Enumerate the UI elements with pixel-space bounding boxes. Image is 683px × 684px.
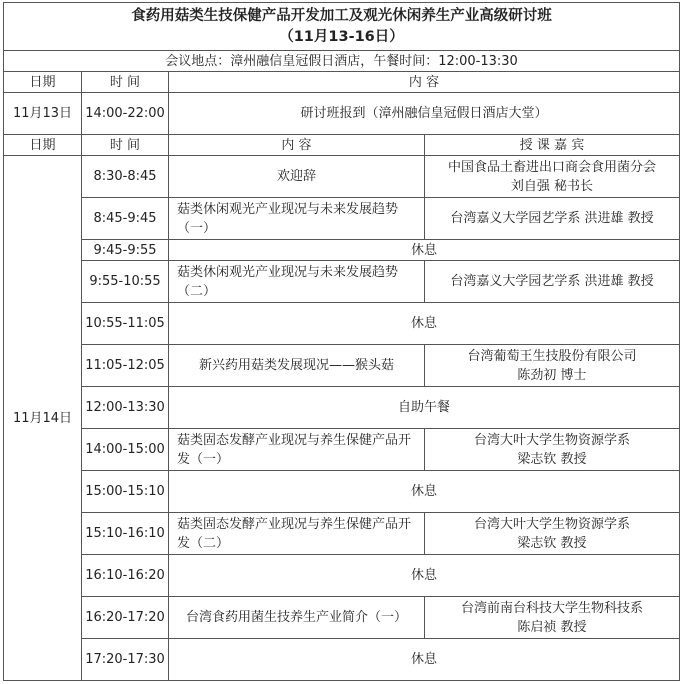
header-content: 内 容 xyxy=(169,135,425,156)
session-content: 菇类固态发酵产业现况与养生保健产品开发（一） xyxy=(169,429,425,471)
session-time: 10:55-11:05 xyxy=(82,303,169,345)
header-date: 日期 xyxy=(4,135,82,156)
session-row xyxy=(4,156,680,198)
header-time: 时 间 xyxy=(82,135,169,156)
session-speaker xyxy=(425,429,680,471)
break-row xyxy=(4,303,680,345)
session-content: 新兴药用菇类发展现况——猴头菇 xyxy=(169,345,425,387)
session-speaker xyxy=(425,513,680,555)
speaker-line2: 梁志钦 教授 xyxy=(517,535,587,551)
session-row xyxy=(4,345,680,387)
day1-row xyxy=(4,93,680,135)
speaker-line2: 梁志钦 教授 xyxy=(517,451,587,467)
session-content: 休息 xyxy=(169,639,680,681)
session-content: 菇类固态发酵产业现况与养生保健产品开发（二） xyxy=(169,513,425,555)
speaker-line2: 陈劲初 博士 xyxy=(517,367,587,383)
session-time: 9:55-10:55 xyxy=(82,261,169,303)
speaker-line2: 刘自强 秘书长 xyxy=(510,178,594,194)
session-row xyxy=(4,429,680,471)
session-speaker xyxy=(425,198,680,240)
break-row xyxy=(4,471,680,513)
session-time: 8:45-9:45 xyxy=(82,198,169,240)
meeting-info: 会议地点：漳州融信皇冠假日酒店，午餐时间：12:00-13:30 xyxy=(4,51,680,72)
session-row xyxy=(4,513,680,555)
break-row xyxy=(4,555,680,597)
page-title xyxy=(4,3,680,51)
day2-date: 11月14日 xyxy=(4,156,82,681)
session-content: 菇类休闲观光产业现况与未来发展趋势（一） xyxy=(169,198,425,240)
schedule-table xyxy=(3,2,680,681)
break-row xyxy=(4,240,680,261)
day1-time: 14:00-22:00 xyxy=(82,93,169,135)
speaker-line1: 中国食品土畜进出口商会食用菌分会 xyxy=(447,159,656,175)
session-time: 14:00-15:00 xyxy=(82,429,169,471)
session-time: 17:20-17:30 xyxy=(82,639,169,681)
session-time: 16:10-16:20 xyxy=(82,555,169,597)
session-row xyxy=(4,597,680,639)
break-row xyxy=(4,639,680,681)
lunch-row xyxy=(4,387,680,429)
session-time: 12:00-13:30 xyxy=(82,387,169,429)
session-content: 休息 xyxy=(169,471,680,513)
speaker-line1: 台湾葡萄王生技股份有限公司 xyxy=(467,348,637,364)
session-row xyxy=(4,198,680,240)
meeting-info-row xyxy=(4,51,680,72)
speaker-line1: 台湾大叶大学生物资源学系 xyxy=(473,432,630,448)
session-time: 9:45-9:55 xyxy=(82,240,169,261)
session-content: 休息 xyxy=(169,303,680,345)
session-speaker xyxy=(425,261,680,303)
session-content: 休息 xyxy=(169,555,680,597)
session-time: 11:05-12:05 xyxy=(82,345,169,387)
session-row xyxy=(4,261,680,303)
header-row-day2 xyxy=(4,135,680,156)
session-speaker xyxy=(425,345,680,387)
speaker-line1: 台湾前南台科技大学生物科技系 xyxy=(460,600,643,616)
session-time: 8:30-8:45 xyxy=(82,156,169,198)
header-speaker: 授 课 嘉 宾 xyxy=(425,135,680,156)
session-time: 15:10-16:10 xyxy=(82,513,169,555)
title-row xyxy=(4,3,680,51)
speaker-line1: 台湾嘉义大学园艺学系 洪进雄 教授 xyxy=(450,274,654,289)
title-line2: （11月13-16日） xyxy=(279,28,404,45)
speaker-line1: 台湾大叶大学生物资源学系 xyxy=(473,516,630,532)
session-content: 休息 xyxy=(169,240,680,261)
day1-content: 研讨班报到（漳州融信皇冠假日酒店大堂） xyxy=(169,93,680,135)
title-line1: 食药用菇类生技保健产品开发加工及观光休闲养生产业高级研讨班 xyxy=(131,7,552,24)
header-row-day1 xyxy=(4,72,680,93)
day1-date: 11月13日 xyxy=(4,93,82,135)
session-content: 自助午餐 xyxy=(169,387,680,429)
session-time: 15:00-15:10 xyxy=(82,471,169,513)
header-date: 日期 xyxy=(4,72,82,93)
session-time: 16:20-17:20 xyxy=(82,597,169,639)
session-content: 菇类休闲观光产业现况与未来发展趋势（二） xyxy=(169,261,425,303)
speaker-line1: 台湾嘉义大学园艺学系 洪进雄 教授 xyxy=(450,211,654,226)
session-content: 台湾食药用菌生技养生产业简介（一） xyxy=(169,597,425,639)
session-content: 欢迎辞 xyxy=(169,156,425,198)
speaker-line2: 陈启祯 教授 xyxy=(517,619,587,635)
session-speaker xyxy=(425,156,680,198)
header-content: 内 容 xyxy=(169,72,680,93)
session-speaker xyxy=(425,597,680,639)
header-time: 时 间 xyxy=(82,72,169,93)
